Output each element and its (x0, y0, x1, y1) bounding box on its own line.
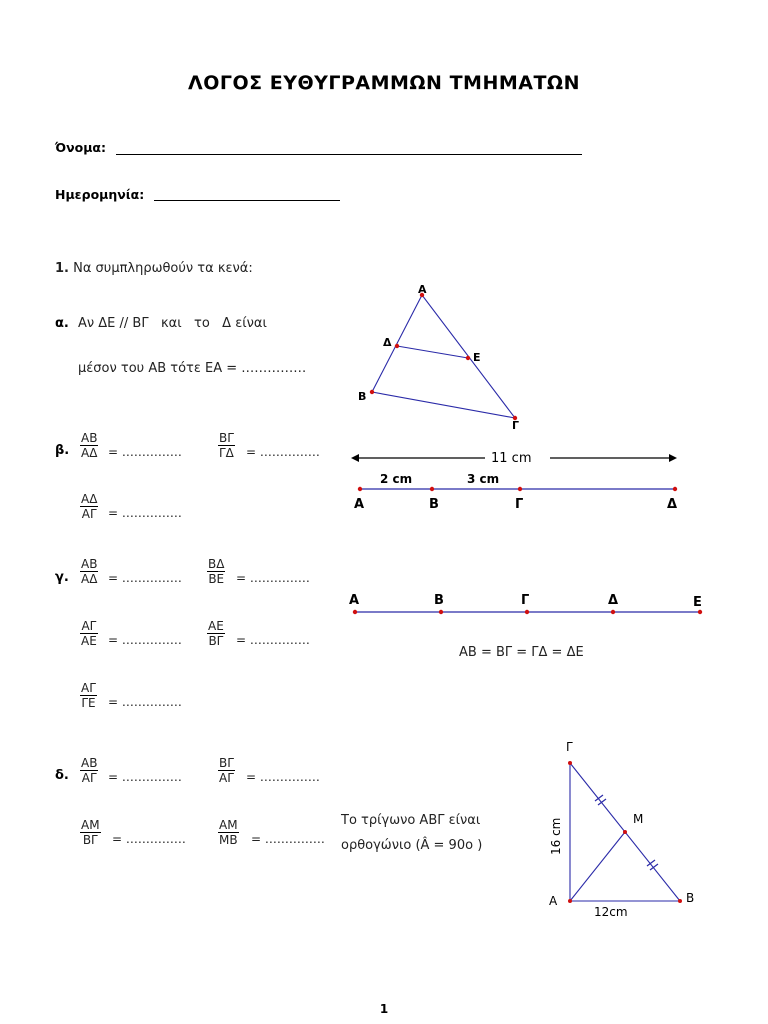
point-b (439, 610, 443, 614)
point-d (395, 344, 399, 348)
segment-1-label: 2 cm (380, 472, 413, 486)
segment-2-label: 3 cm (467, 472, 500, 486)
label-m: Μ (633, 812, 644, 826)
arrow-right-icon (669, 454, 677, 462)
label-b: Β (358, 390, 367, 403)
blank-answer[interactable]: = …………… (246, 770, 320, 784)
part-a-line1: Αν ΔΕ // ΒΓ και το Δ είναι (78, 316, 267, 331)
label-e: Ε (693, 595, 702, 610)
point-g (568, 761, 572, 765)
fraction: $\frac{A\Delta}{A\Gamma}$ (81, 492, 98, 521)
label-g: Γ (566, 740, 573, 754)
part-d-letter: δ. (55, 768, 69, 783)
label-a: Α (354, 497, 365, 512)
label-g: Γ (515, 497, 524, 512)
figure-triangle-parallel (340, 278, 540, 433)
fraction: $\frac{AE}{B\Gamma}$ (208, 619, 224, 648)
label-b: Β (429, 497, 439, 512)
point-a (353, 610, 357, 614)
point-m (623, 830, 627, 834)
question-text: Να συμπληρωθούν τα κενά: (73, 261, 253, 276)
part-b-letter: β. (55, 443, 70, 458)
point-g (525, 610, 529, 614)
label-d: Δ (667, 497, 678, 512)
fraction: $\frac{AB}{A\Gamma}$ (81, 756, 98, 785)
point-b (678, 899, 682, 903)
part-a-letter: α. (55, 316, 69, 331)
point-a (358, 487, 362, 491)
name-label: Όνομα: (55, 140, 107, 155)
fraction: $\frac{AM}{MB}$ (219, 818, 238, 847)
median-am (570, 832, 625, 901)
label-a: Α (349, 593, 360, 608)
fraction: $\frac{B\Delta}{BE}$ (208, 557, 225, 586)
fraction: $\frac{A\Gamma}{AE}$ (81, 619, 97, 648)
side-vertical-label: 16 cm (549, 817, 563, 855)
arrow-left-icon (351, 454, 359, 462)
label-b: Β (434, 593, 444, 608)
blank-answer[interactable]: = …………… (108, 445, 182, 459)
label-d: Δ (608, 593, 619, 608)
figure-segment-measures (345, 442, 690, 514)
name-field[interactable] (116, 154, 582, 155)
label-b: Β (686, 891, 695, 905)
point-a (568, 899, 572, 903)
blank-answer[interactable]: = …………… (108, 571, 182, 585)
label-a: Α (418, 283, 427, 296)
label-d: Δ (383, 336, 392, 349)
triangle-abg (372, 295, 515, 418)
figure-equal-segments (345, 588, 710, 620)
blank-answer[interactable]: = …………… (236, 633, 310, 647)
point-b (430, 487, 434, 491)
blank-answer[interactable]: = …………… (108, 695, 182, 709)
blank-answer[interactable]: = …………… (112, 832, 186, 846)
part-c-letter: γ. (55, 570, 69, 585)
figure-right-triangle (540, 735, 710, 925)
blank-answer[interactable]: = …………… (236, 571, 310, 585)
question-1 (55, 261, 253, 276)
fraction: $\frac{AM}{B\Gamma}$ (81, 818, 100, 847)
side-horizontal-label: 12cm (594, 905, 628, 919)
label-g: Γ (512, 419, 520, 432)
equal-segments-caption: ΑΒ = ΒΓ = ΓΔ = ΔΕ (459, 645, 584, 660)
label-g: Γ (521, 593, 530, 608)
point-e (698, 610, 702, 614)
triangle-description-1: Το τρίγωνο ΑΒΓ είναι (341, 813, 481, 828)
point-b (370, 390, 374, 394)
part-a-line2[interactable]: μέσον του ΑΒ τότε ΕΑ = …………… (78, 361, 307, 376)
fraction: $\frac{AB}{A\Delta}$ (81, 431, 98, 460)
question-number: 1. (55, 261, 69, 276)
total-length-label: 11 cm (491, 451, 532, 466)
segment-de (397, 346, 468, 358)
label-e: Ε (473, 351, 481, 364)
blank-answer[interactable]: = …………… (108, 506, 182, 520)
point-e (466, 356, 470, 360)
blank-answer[interactable]: = …………… (246, 445, 320, 459)
fraction: $\frac{B\Gamma}{A\Gamma}$ (219, 756, 234, 785)
blank-answer[interactable]: = …………… (108, 633, 182, 647)
page-number: 1 (379, 1002, 389, 1016)
label-a: Α (549, 894, 558, 908)
blank-answer[interactable]: = …………… (251, 832, 325, 846)
point-d (673, 487, 677, 491)
point-d (611, 610, 615, 614)
triangle-description-2: ορθογώνιο (Â = 90ο ) (341, 838, 483, 853)
point-g (518, 487, 522, 491)
date-field[interactable] (154, 200, 340, 201)
date-label: Ημερομηνία: (55, 187, 145, 202)
blank-answer[interactable]: = …………… (108, 770, 182, 784)
fraction: $\frac{A\Gamma}{\Gamma E}$ (81, 681, 96, 710)
page-title: ΛΟΓΟΣ ΕΥΘΥΓΡΑΜΜΩΝ ΤΜΗΜΑΤΩΝ (188, 72, 580, 94)
fraction: $\frac{AB}{A\Delta}$ (81, 557, 98, 586)
fraction: $\frac{B\Gamma}{\Gamma\Delta}$ (219, 431, 234, 460)
